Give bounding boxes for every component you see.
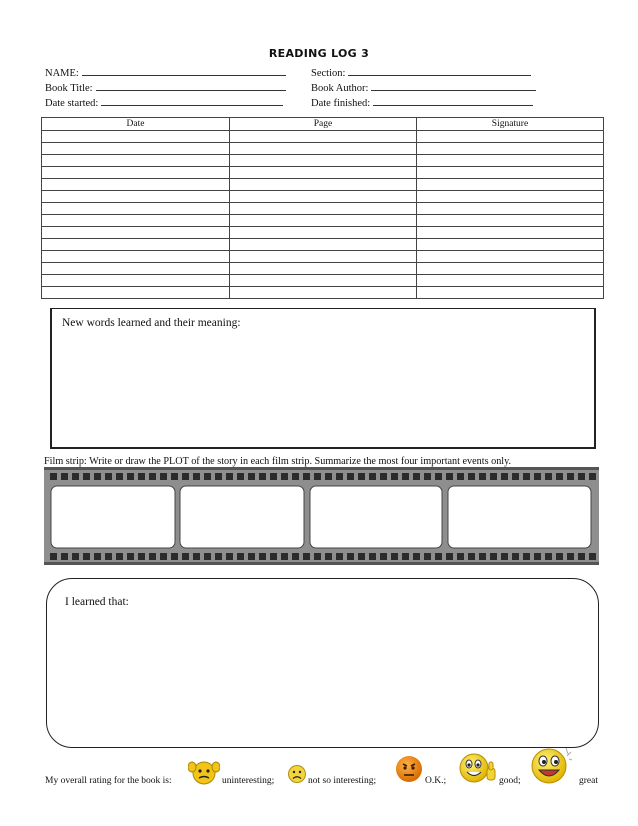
sprocket-hole bbox=[226, 473, 233, 480]
reading-log-table bbox=[41, 117, 604, 299]
table-body bbox=[42, 131, 604, 299]
film-frame-1[interactable] bbox=[51, 486, 175, 548]
rating-option-good: good; bbox=[499, 776, 521, 786]
sprocket-hole bbox=[424, 553, 431, 560]
sprocket-hole bbox=[105, 553, 112, 560]
sprocket-hole bbox=[534, 473, 541, 480]
sprocket-hole bbox=[468, 473, 475, 480]
table-row bbox=[42, 155, 604, 167]
page-cell[interactable] bbox=[230, 167, 417, 179]
sprocket-hole bbox=[50, 553, 57, 560]
sprocket-hole bbox=[501, 473, 508, 480]
sprocket-hole bbox=[567, 473, 574, 480]
sprocket-hole bbox=[215, 553, 222, 560]
sprocket-hole bbox=[193, 473, 200, 480]
section-line bbox=[348, 66, 531, 76]
sprocket-hole bbox=[435, 553, 442, 560]
sprocket-hole bbox=[215, 473, 222, 480]
sprocket-hole bbox=[325, 553, 332, 560]
sprocket-hole bbox=[171, 473, 178, 480]
sprocket-hole bbox=[171, 553, 178, 560]
sprocket-hole bbox=[369, 553, 376, 560]
sprocket-hole bbox=[127, 553, 134, 560]
sprocket-hole bbox=[116, 473, 123, 480]
sprocket-hole bbox=[303, 473, 310, 480]
sprocket-hole bbox=[72, 553, 79, 560]
sprocket-hole bbox=[72, 473, 79, 480]
table-row bbox=[42, 215, 604, 227]
rating-option-uninteresting: uninteresting; bbox=[222, 776, 275, 786]
sprocket-hole bbox=[446, 473, 453, 480]
table-row bbox=[42, 275, 604, 287]
page-cell[interactable] bbox=[230, 191, 417, 203]
signature-cell[interactable] bbox=[417, 287, 604, 299]
date-cell[interactable] bbox=[42, 203, 230, 215]
table-row bbox=[42, 167, 604, 179]
new-words-box[interactable] bbox=[50, 308, 596, 449]
sprocket-hole bbox=[512, 553, 519, 560]
page-title: READING LOG 3 bbox=[268, 47, 370, 60]
film-strip-instruction: Film strip: Write or draw the PLOT of the story in each film strip. Summarize the most four important events only. bbox=[44, 456, 512, 467]
date-started-line bbox=[101, 96, 283, 106]
page-cell[interactable] bbox=[230, 251, 417, 263]
sprocket-hole bbox=[369, 473, 376, 480]
sprocket-hole bbox=[50, 473, 57, 480]
date-started-field[interactable] bbox=[45, 96, 283, 110]
sprocket-hole bbox=[490, 473, 497, 480]
name-label: NAME: bbox=[45, 68, 79, 79]
sprocket-hole bbox=[336, 473, 343, 480]
page-cell[interactable] bbox=[230, 215, 417, 227]
book-author-line bbox=[371, 81, 536, 91]
sprocket-hole bbox=[435, 473, 442, 480]
sprocket-hole bbox=[380, 553, 387, 560]
sprocket-hole bbox=[457, 473, 464, 480]
sprocket-hole bbox=[237, 473, 244, 480]
sprocket-hole bbox=[270, 473, 277, 480]
sprocket-hole bbox=[589, 473, 596, 480]
sprocket-hole bbox=[391, 553, 398, 560]
sprocket-hole bbox=[182, 553, 189, 560]
sprocket-hole bbox=[303, 553, 310, 560]
signature-column-header: Signature bbox=[417, 118, 604, 131]
sprocket-hole bbox=[457, 553, 464, 560]
sprocket-hole bbox=[523, 553, 530, 560]
sprocket-hole bbox=[138, 553, 145, 560]
sprocket-hole bbox=[347, 473, 354, 480]
sprocket-hole bbox=[281, 473, 288, 480]
sprocket-hole bbox=[402, 553, 409, 560]
sprocket-hole bbox=[193, 553, 200, 560]
table-row bbox=[42, 227, 604, 239]
learned-label: I learned that: bbox=[65, 596, 129, 608]
sprocket-hole bbox=[391, 473, 398, 480]
table-row bbox=[42, 263, 604, 275]
sprocket-hole bbox=[490, 553, 497, 560]
frustrated-face-icon[interactable] bbox=[188, 758, 220, 788]
table-row bbox=[42, 179, 604, 191]
sprocket-hole bbox=[589, 553, 596, 560]
date-cell[interactable] bbox=[42, 251, 230, 263]
signature-cell[interactable] bbox=[417, 275, 604, 287]
sprocket-hole bbox=[226, 553, 233, 560]
date-cell[interactable] bbox=[42, 143, 230, 155]
sprocket-hole bbox=[358, 473, 365, 480]
sprocket-hole bbox=[259, 553, 266, 560]
sprocket-hole bbox=[204, 553, 211, 560]
sprocket-hole bbox=[204, 473, 211, 480]
table-row bbox=[42, 131, 604, 143]
signature-cell[interactable] bbox=[417, 179, 604, 191]
sprocket-hole bbox=[325, 473, 332, 480]
sprocket-hole bbox=[105, 473, 112, 480]
date-cell[interactable] bbox=[42, 287, 230, 299]
name-field[interactable] bbox=[45, 66, 286, 80]
signature-cell[interactable] bbox=[417, 143, 604, 155]
signature-cell[interactable] bbox=[417, 203, 604, 215]
date-cell[interactable] bbox=[42, 227, 230, 239]
page-column-header: Page bbox=[230, 118, 417, 131]
page-cell[interactable] bbox=[230, 179, 417, 191]
date-cell[interactable] bbox=[42, 167, 230, 179]
sprocket-hole bbox=[578, 553, 585, 560]
signature-cell[interactable] bbox=[417, 263, 604, 275]
rating-option-not-so-interesting: not so interesting; bbox=[308, 776, 377, 786]
sprocket-hole bbox=[336, 553, 343, 560]
date-started-label: Date started: bbox=[45, 98, 99, 109]
date-finished-line bbox=[373, 96, 533, 106]
book-author-field[interactable] bbox=[311, 81, 536, 95]
date-cell[interactable] bbox=[42, 263, 230, 275]
sprocket-hole bbox=[314, 473, 321, 480]
film-frame-3[interactable] bbox=[310, 486, 442, 548]
section-field[interactable] bbox=[311, 66, 531, 80]
sprocket-hole bbox=[292, 473, 299, 480]
sprocket-hole bbox=[578, 473, 585, 480]
sprocket-hole bbox=[402, 473, 409, 480]
page-cell[interactable] bbox=[230, 239, 417, 251]
signature-cell[interactable] bbox=[417, 215, 604, 227]
sprocket-hole bbox=[248, 473, 255, 480]
page-cell[interactable] bbox=[230, 131, 417, 143]
neutral-face-icon[interactable] bbox=[394, 754, 424, 784]
page-cell[interactable] bbox=[230, 203, 417, 215]
signature-cell[interactable] bbox=[417, 239, 604, 251]
sprocket-hole bbox=[479, 473, 486, 480]
book-author-label: Book Author: bbox=[311, 83, 369, 94]
sprocket-hole bbox=[61, 473, 68, 480]
rating-option-ok: O.K.; bbox=[425, 776, 447, 786]
thumbs-up-face-icon[interactable] bbox=[458, 752, 498, 786]
signature-cell[interactable] bbox=[417, 155, 604, 167]
page-cell[interactable] bbox=[230, 227, 417, 239]
sprocket-hole bbox=[556, 553, 563, 560]
sprocket-hole bbox=[523, 473, 530, 480]
date-cell[interactable] bbox=[42, 191, 230, 203]
sprocket-hole bbox=[61, 553, 68, 560]
page-cell[interactable] bbox=[230, 155, 417, 167]
sprocket-hole bbox=[237, 553, 244, 560]
signature-cell[interactable] bbox=[417, 167, 604, 179]
table-row bbox=[42, 251, 604, 263]
sprocket-hole bbox=[314, 553, 321, 560]
table-header-row bbox=[42, 118, 604, 131]
sprocket-hole bbox=[149, 553, 156, 560]
sprocket-hole bbox=[512, 473, 519, 480]
signature-cell[interactable] bbox=[417, 131, 604, 143]
sprocket-hole bbox=[94, 473, 101, 480]
learned-box[interactable] bbox=[46, 578, 599, 748]
page-cell[interactable] bbox=[230, 275, 417, 287]
sprocket-hole bbox=[83, 473, 90, 480]
sprocket-hole bbox=[567, 553, 574, 560]
sprocket-hole bbox=[534, 553, 541, 560]
book-title-label: Book Title: bbox=[45, 83, 93, 94]
page-cell[interactable] bbox=[230, 143, 417, 155]
signature-cell[interactable] bbox=[417, 227, 604, 239]
sprocket-hole bbox=[545, 473, 552, 480]
book-title-field[interactable] bbox=[45, 81, 286, 95]
date-column-header: Date bbox=[42, 118, 230, 131]
date-cell[interactable] bbox=[42, 239, 230, 251]
sprocket-hole bbox=[259, 473, 266, 480]
table-row bbox=[42, 191, 604, 203]
film-strip-image bbox=[44, 467, 599, 565]
sprocket-hole bbox=[468, 553, 475, 560]
film-frame-2[interactable] bbox=[180, 486, 304, 548]
sprocket-hole bbox=[83, 553, 90, 560]
sprocket-hole bbox=[358, 553, 365, 560]
date-cell[interactable] bbox=[42, 275, 230, 287]
rating-prefix: My overall rating for the book is: bbox=[45, 776, 172, 786]
sprocket-hole bbox=[424, 473, 431, 480]
book-title-line bbox=[96, 81, 286, 91]
sprocket-hole bbox=[182, 473, 189, 480]
sprocket-hole bbox=[556, 473, 563, 480]
sprocket-hole bbox=[127, 473, 134, 480]
sad-face-icon[interactable] bbox=[287, 764, 307, 784]
sprocket-hole bbox=[545, 553, 552, 560]
date-finished-field[interactable] bbox=[311, 96, 533, 110]
sprocket-hole bbox=[380, 473, 387, 480]
film-frame-4[interactable] bbox=[448, 486, 591, 548]
new-words-label: New words learned and their meaning: bbox=[62, 317, 241, 329]
date-finished-label: Date finished: bbox=[311, 98, 371, 109]
sprocket-hole bbox=[413, 473, 420, 480]
page-cell[interactable] bbox=[230, 263, 417, 275]
sprocket-hole bbox=[149, 473, 156, 480]
signature-cell[interactable] bbox=[417, 251, 604, 263]
section-label: Section: bbox=[311, 68, 346, 79]
signature-cell[interactable] bbox=[417, 191, 604, 203]
sprocket-hole bbox=[248, 553, 255, 560]
table-row bbox=[42, 203, 604, 215]
sprocket-hole bbox=[138, 473, 145, 480]
sprocket-hole bbox=[501, 553, 508, 560]
date-cell[interactable] bbox=[42, 179, 230, 191]
page-cell[interactable] bbox=[230, 287, 417, 299]
sprocket-hole bbox=[160, 553, 167, 560]
table-row bbox=[42, 239, 604, 251]
sprocket-hole bbox=[270, 553, 277, 560]
date-cell[interactable] bbox=[42, 215, 230, 227]
rating-option-great: great bbox=[579, 776, 598, 786]
date-cell[interactable] bbox=[42, 155, 230, 167]
sprocket-hole bbox=[160, 473, 167, 480]
table-row bbox=[42, 287, 604, 299]
sprocket-hole bbox=[479, 553, 486, 560]
excited-face-icon[interactable] bbox=[528, 744, 574, 786]
name-line bbox=[82, 66, 286, 76]
sprocket-hole bbox=[281, 553, 288, 560]
date-cell[interactable] bbox=[42, 131, 230, 143]
table-row bbox=[42, 143, 604, 155]
sprocket-hole bbox=[292, 553, 299, 560]
sprocket-hole bbox=[413, 553, 420, 560]
sprocket-hole bbox=[347, 553, 354, 560]
sprocket-hole bbox=[446, 553, 453, 560]
sprocket-hole bbox=[94, 553, 101, 560]
sprocket-hole bbox=[116, 553, 123, 560]
